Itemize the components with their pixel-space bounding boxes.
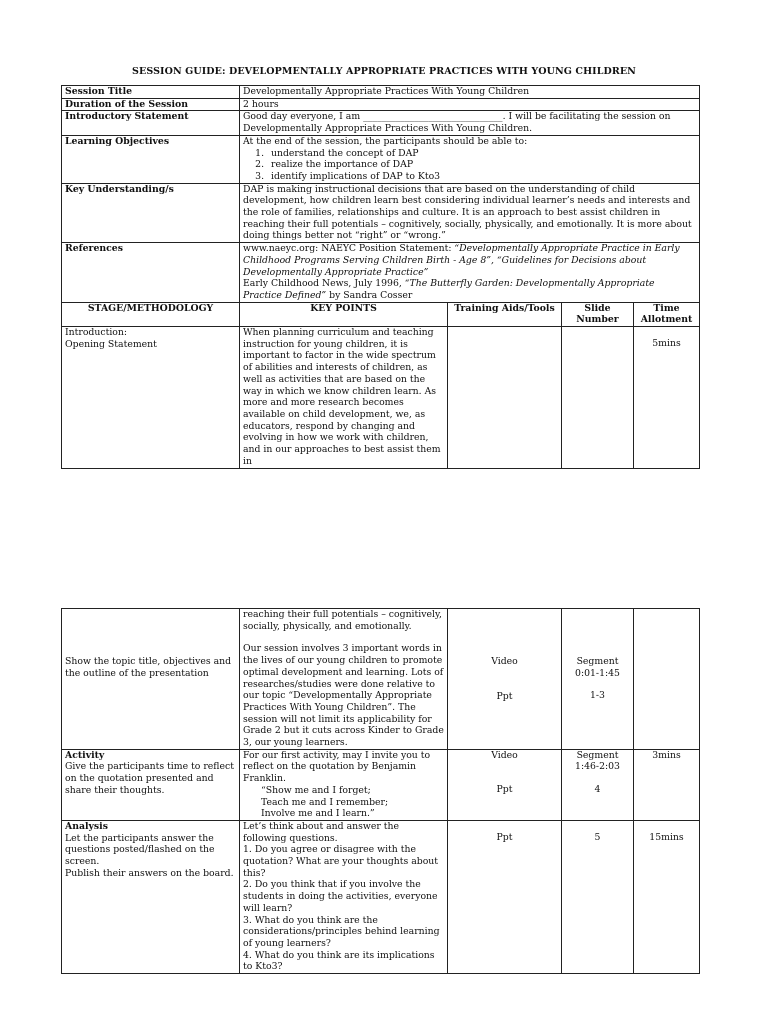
analysis-question-3: 3. What do you think are the considerations/principles behind learning of young learners? xyxy=(243,914,440,949)
objectives-list xyxy=(243,148,696,183)
intro-statement-value xyxy=(240,111,700,135)
activity-aids-cell xyxy=(448,749,562,820)
key-understanding-value: DAP is making instructional decisions that are based on the understanding of child development, how children learn best considering individual learner’s needs and interests and the role of families, relationships and culture. It is an approach to best assist children in reaching their full potentials – cognitively, socially, physically, and emotionally. It is more about doing things better not “right” or “wrong.” xyxy=(240,183,700,243)
row-introduction xyxy=(62,327,700,468)
topic-slide-segment: Segment xyxy=(576,656,619,667)
objective-item: 1. understand the concept of DAP xyxy=(267,148,696,160)
row-activity xyxy=(62,749,700,820)
duration-value: 2 hours xyxy=(240,98,700,111)
analysis-stage-cell xyxy=(62,820,240,973)
references-value xyxy=(240,243,700,303)
reference-2-author: by Sandra Cosser xyxy=(326,289,413,301)
row-session-title xyxy=(62,86,700,99)
activity-stage-cell xyxy=(62,749,240,820)
activity-time-cell xyxy=(634,749,700,820)
analysis-key-points xyxy=(240,820,448,973)
activity-key-lead: For our first activity, may I invite you to reflect on the quotation by Benjamin Franklin. xyxy=(243,749,431,785)
reference-1-titles: “Developmentally Appropriate Practice in Early Childhood Programs Serving Children Birth - Age 8”, “Guidelines for Decisions about Developmentally Appropriate Practice” xyxy=(243,243,680,278)
reference-1 xyxy=(243,243,696,278)
intro-time-cell xyxy=(634,327,700,468)
intro-aids-cell xyxy=(448,327,562,468)
session-title-value: Developmentally Appropriate Practices With Young Children xyxy=(240,86,700,99)
intro-statement-label: Introductory Statement xyxy=(62,111,240,135)
analysis-question-2: 2. Do you think that if you involve the students in doing the activities, everyone will learn? xyxy=(243,879,438,914)
objectives-lead: At the end of the session, the participants should be able to: xyxy=(243,135,528,147)
topic-aid-video: Video xyxy=(491,656,518,667)
header-stage: STAGE/METHODOLOGY xyxy=(62,302,240,326)
activity-aid-ppt: Ppt xyxy=(496,784,513,796)
header-time-allotment: Time Allotment xyxy=(634,302,700,326)
analysis-stage-text-2: Publish their answers on the board. xyxy=(65,867,234,879)
intro-stage-line-1: Introduction: xyxy=(65,327,128,339)
analysis-aids-cell xyxy=(448,820,562,973)
row-duration xyxy=(62,98,700,111)
analysis-key-lead: Let’s think about and answer the following questions. xyxy=(243,820,399,844)
topic-key-points xyxy=(240,609,448,750)
activity-slide-cell xyxy=(562,749,634,820)
activity-time-value: 3mins xyxy=(652,749,681,761)
duration-label: Duration of the Session xyxy=(62,98,240,111)
topic-time-cell xyxy=(634,609,700,750)
activity-slide-range: 1:46-2:03 xyxy=(575,761,620,773)
activity-slide-number: 4 xyxy=(594,784,601,796)
row-analysis xyxy=(62,820,700,973)
quotation-line-3: Involve me and I learn.” xyxy=(261,808,375,820)
activity-label: Activity xyxy=(65,749,105,761)
analysis-aid-ppt: Ppt xyxy=(496,831,513,843)
intro-time-value: 5mins xyxy=(652,338,681,350)
topic-slide-cell xyxy=(562,609,634,750)
quotation-line-2: Teach me and I remember; xyxy=(261,796,389,808)
topic-slide-range: 0:01-1:45 xyxy=(575,667,620,679)
methodology-table-continued xyxy=(61,608,700,974)
session-info-table xyxy=(61,85,700,469)
quotation-line-1: “Show me and I forget; xyxy=(261,784,371,796)
topic-stage-cell xyxy=(62,609,240,750)
intro-key-points: When planning curriculum and teaching instruction for young children, it is important to factor in the wide spectrum of abilities and interests of children, as well as activities that are based on the way in which we know children learn. As more and more research becomes available on child development, we, as educators, respond by changing and evolving in how we work with children, and in our approaches to best assist them in xyxy=(240,327,448,468)
analysis-time-cell xyxy=(634,820,700,973)
objectives-value xyxy=(240,135,700,183)
activity-slide-segment: Segment xyxy=(576,749,619,761)
header-key-points: KEY POINTS xyxy=(240,302,448,326)
intro-line-1: Good day everyone, I am ______________________________. I will be facilitating the session on xyxy=(243,111,671,123)
key-understanding-label: Key Understanding/s xyxy=(62,183,240,243)
intro-line-2: Developmentally Appropriate Practices With Young Children. xyxy=(243,123,533,135)
topic-slide-numbers: 1-3 xyxy=(590,690,605,702)
analysis-question-4: 4. What do you think are its implications to Kto3? xyxy=(243,949,435,973)
intro-stage-line-2: Opening Statement xyxy=(65,338,157,350)
analysis-stage-text-1: Let the participants answer the questions posted/flashed on the screen. xyxy=(65,832,215,868)
reference-2 xyxy=(243,278,696,301)
activity-stage-text: Give the participants time to reflect on the quotation presented and share their thoughts. xyxy=(65,761,234,796)
intro-stage-cell xyxy=(62,327,240,468)
reference-2-title: “The Butterfly Garden: Developmentally Appropriate Practice Defined” xyxy=(243,278,655,301)
row-key-understanding xyxy=(62,183,700,243)
references-label: References xyxy=(62,243,240,303)
document-page-2 xyxy=(0,560,768,1024)
row-objectives xyxy=(62,135,700,183)
topic-aids-cell xyxy=(448,609,562,750)
row-topic-presentation xyxy=(62,609,700,750)
reference-1-source: www.naeyc.org: NAEYC Position Statement: xyxy=(243,243,455,255)
header-slide-number: Slide Number xyxy=(562,302,634,326)
analysis-slide-cell xyxy=(562,820,634,973)
analysis-time-value: 15mins xyxy=(649,831,684,843)
topic-aid-ppt: Ppt xyxy=(496,690,513,702)
header-training-aids: Training Aids/Tools xyxy=(448,302,562,326)
activity-key-points xyxy=(240,749,448,820)
topic-stage-text: Show the topic title, objectives and the outline of the presentation xyxy=(65,656,232,679)
analysis-question-1: 1. Do you agree or disagree with the quotation? What are your thoughts about this? xyxy=(243,844,439,879)
analysis-label: Analysis xyxy=(65,820,108,832)
objective-item: 3. identify implications of DAP to Kto3 xyxy=(267,171,696,183)
document-title: SESSION GUIDE: DEVELOPMENTALLY APPROPRIATE PRACTICES WITH YOUNG CHILDREN xyxy=(132,66,636,77)
row-references xyxy=(62,243,700,303)
row-intro-statement xyxy=(62,111,700,135)
reference-2-source: Early Childhood News, July 1996, xyxy=(243,278,405,290)
objectives-label: Learning Objectives xyxy=(62,135,240,183)
row-column-headers xyxy=(62,302,700,326)
intro-slide-cell xyxy=(562,327,634,468)
session-title-label: Session Title xyxy=(62,86,240,99)
activity-aid-video: Video xyxy=(491,749,518,761)
topic-key-main: Our session involves 3 important words in the lives of our young children to promote optimal development and learning. Lots of researches/studies were done relative to our topic “Developmentally Appropriate Practices With Young Children”. The session will not limit its applicability for Grade 2 but it cuts across Kinder to Grade 3, our young learners. xyxy=(243,643,444,749)
topic-key-top: reaching their full potentials – cognitively, socially, physically, and emotionally. xyxy=(243,609,442,632)
analysis-slide-number: 5 xyxy=(594,831,601,843)
objective-item: 2. realize the importance of DAP xyxy=(267,159,696,171)
